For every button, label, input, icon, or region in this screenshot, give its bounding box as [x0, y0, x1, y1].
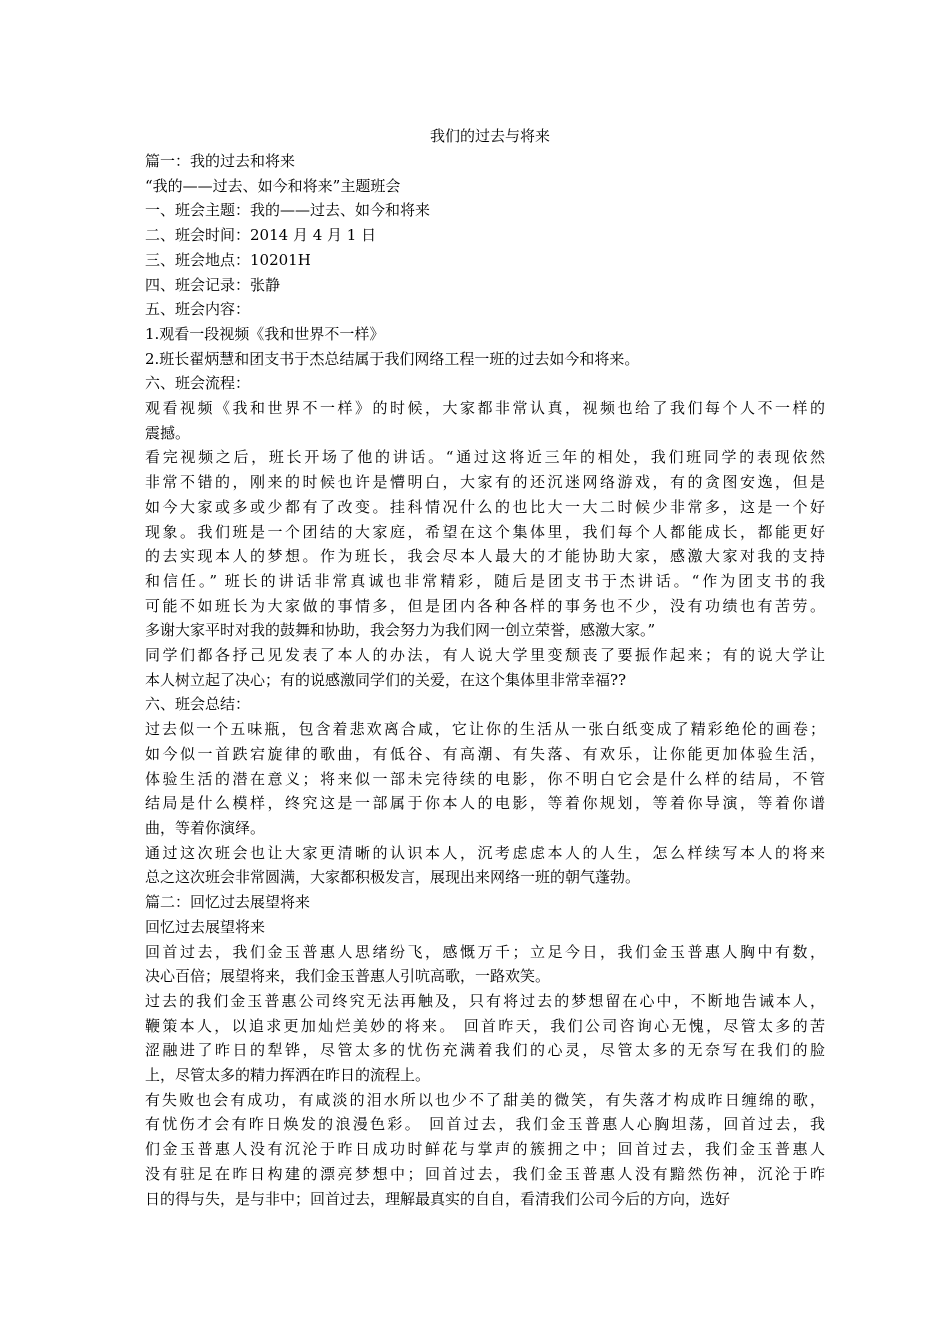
- paragraph-line: 同学们都各抒己见发表了本人的办法，有人说大学里变颓丧了要振作起来；有的说大学让: [145, 646, 825, 665]
- paragraph: [145, 717, 825, 841]
- paragraph-line: 和信任。” 班长的讲话非常真诚也非常精彩，随后是团支书于杰讲话。“作为团支书的我: [145, 571, 825, 590]
- paragraph-line: 们金玉普惠人没有沉沦于昨日成功时鲜花与掌声的簇拥之中；回首过去，我们金玉普惠人: [145, 1140, 825, 1159]
- paragraph: [145, 445, 825, 643]
- text-line: “我的——过去、如今和将来”主题班会: [145, 176, 401, 195]
- paragraph: [145, 890, 825, 915]
- paragraph-line: 震撼。: [145, 423, 191, 442]
- text-line: 六、班会流程：: [145, 374, 251, 393]
- paragraph: [145, 1088, 825, 1212]
- paragraph-line: 鞭策本人，以追求更加灿烂美妙的将来。 回首昨天，我们公司咨询心无愧，尽管太多的苦: [145, 1016, 825, 1035]
- paragraph-line: 的去实现本人的梦想。作为班长，我会尽本人最大的才能协助大家，感激大家对我的支持: [145, 547, 825, 566]
- text-line: 三、班会地点：10201H: [145, 250, 311, 269]
- paragraph-line: 如今似一首跌宕旋律的歌曲，有低谷、有高潮、有失落、有欢乐，让你能更加体验生活，: [145, 744, 825, 763]
- paragraph-line: 曲，等着你演绎。: [145, 818, 266, 837]
- paragraph-line: 看完视频之后，班长开场了他的讲话。“通过这将近三年的相处，我们班同学的表现依然: [145, 448, 825, 467]
- paragraph-line: 日的得与失，是与非中；回首过去，理解最真实的自自，看清我们公司今后的方向，选好: [145, 1189, 731, 1208]
- paragraph-line: 可能不如班长为大家做的事情多，但是团内各种各样的事务也不少，没有功绩也有苦劳。: [145, 596, 825, 615]
- paragraph-line: 决心百倍；展望将来，我们金玉普惠人引吭高歌，一路欢笑。: [145, 967, 551, 986]
- paragraph-line: 本人树立起了决心；有的说感激同学们的关爱，在这个集体里非常幸福??: [145, 670, 627, 689]
- paragraph-line: 上，尽管太多的精力挥洒在昨日的流程上。: [145, 1066, 431, 1085]
- paragraph-line: 体验生活的潜在意义；将来似一部未完待续的电影，你不明白它会是什么样的结局，不管: [145, 769, 825, 788]
- paragraph-line: 通过这次班会也让大家更清晰的认识本人，沉考虑虑本人的人生，怎么样续写本人的将来: [145, 843, 825, 862]
- paragraph: [145, 692, 825, 717]
- paragraph-line: 六、班会总结：: [145, 695, 251, 714]
- paragraph-line: 过去的我们金玉普惠公司终究无法再触及，只有将过去的梦想留在心中，不断地告诫本人，: [145, 991, 825, 1010]
- paragraph-line: 回首过去，我们金玉普惠人思绪纷飞，感慨万千；立足今日，我们金玉普惠人胸中有数，: [145, 942, 825, 961]
- paragraph-line: 篇二：回忆过去展望将来: [145, 893, 311, 912]
- document-page: [145, 124, 825, 1211]
- paragraph-line: 总之这次班会非常圆满，大家都积极发言，展现出来网络一班的朝气蓬勃。: [145, 868, 641, 887]
- paragraph-line: 观看视频《我和世界不一样》的时候，大家都非常认真，视频也给了我们每个人不一样的: [145, 399, 825, 418]
- document-title: 我们的过去与将来: [429, 127, 550, 145]
- header-lines: [145, 149, 825, 396]
- paragraph: [145, 915, 825, 940]
- paragraph: [145, 841, 825, 890]
- paragraph-line: 过去似一个五味瓶，包含着悲欢离合咸，它让你的生活从一张白纸变成了精彩绝伦的画卷；: [145, 720, 825, 739]
- text-line: 1.观看一段视频《我和世界不一样》: [145, 324, 385, 343]
- body-paragraphs: [145, 396, 825, 1211]
- text-line: 四、班会记录：张静: [145, 275, 281, 294]
- paragraph-line: 多谢大家平时对我的鼓舞和协助，我会努力为我们网一创立荣誉，感激大家。”: [145, 621, 656, 640]
- paragraph-line: 有失败也会有成功，有咸淡的泪水所以也少不了甜美的微笑，有失落才构成昨日缠绵的歌，: [145, 1090, 825, 1109]
- paragraph: [145, 940, 825, 989]
- paragraph: [145, 396, 825, 445]
- paragraph: [145, 989, 825, 1088]
- text-line: 篇一：我的过去和将来: [145, 152, 296, 170]
- paragraph-line: 非常不错的，刚来的时候也许是懵明白，大家有的还沉迷网络游戏，有的贪图安逸，但是: [145, 473, 825, 492]
- paragraph-line: 有忧伤才会有昨日焕发的浪漫色彩。 回首过去，我们金玉普惠人心胸坦荡，回首过去，我: [145, 1115, 825, 1134]
- paragraph-line: 结局是什么模样，终究这是一部属于你本人的电影，等着你规划，等着你导演，等着你谱: [145, 794, 825, 813]
- paragraph-line: 没有驻足在昨日构建的漂亮梦想中；回首过去，我们金玉普惠人没有黯然伤神，沉沦于昨: [145, 1164, 825, 1183]
- paragraph-line: 如今大家或多或少都有了改变。挂科情况什么的也比大一大二时候少非常多，这是一个好: [145, 497, 825, 516]
- paragraph-line: 涩融进了昨日的犁铧，尽管太多的忧伤充满着我们的心灵，尽管太多的无奈写在我们的脸: [145, 1041, 825, 1060]
- paragraph-line: 现象。我们班是一个团结的大家庭，希望在这个集体里，我们每个人都能成长，都能更好: [145, 522, 825, 541]
- paragraph: [145, 643, 825, 692]
- paragraph-line: 回忆过去展望将来: [145, 917, 266, 936]
- text-line: 2.班长翟炳慧和团支书于杰总结属于我们网络工程一班的过去如今和将来。: [145, 349, 640, 368]
- text-line: 二、班会时间：2014 月 4 月 1 日: [145, 226, 377, 245]
- text-line: 五、班会内容：: [145, 300, 251, 319]
- text-line: 一、班会主题：我的——过去、如今和将来: [145, 201, 431, 220]
